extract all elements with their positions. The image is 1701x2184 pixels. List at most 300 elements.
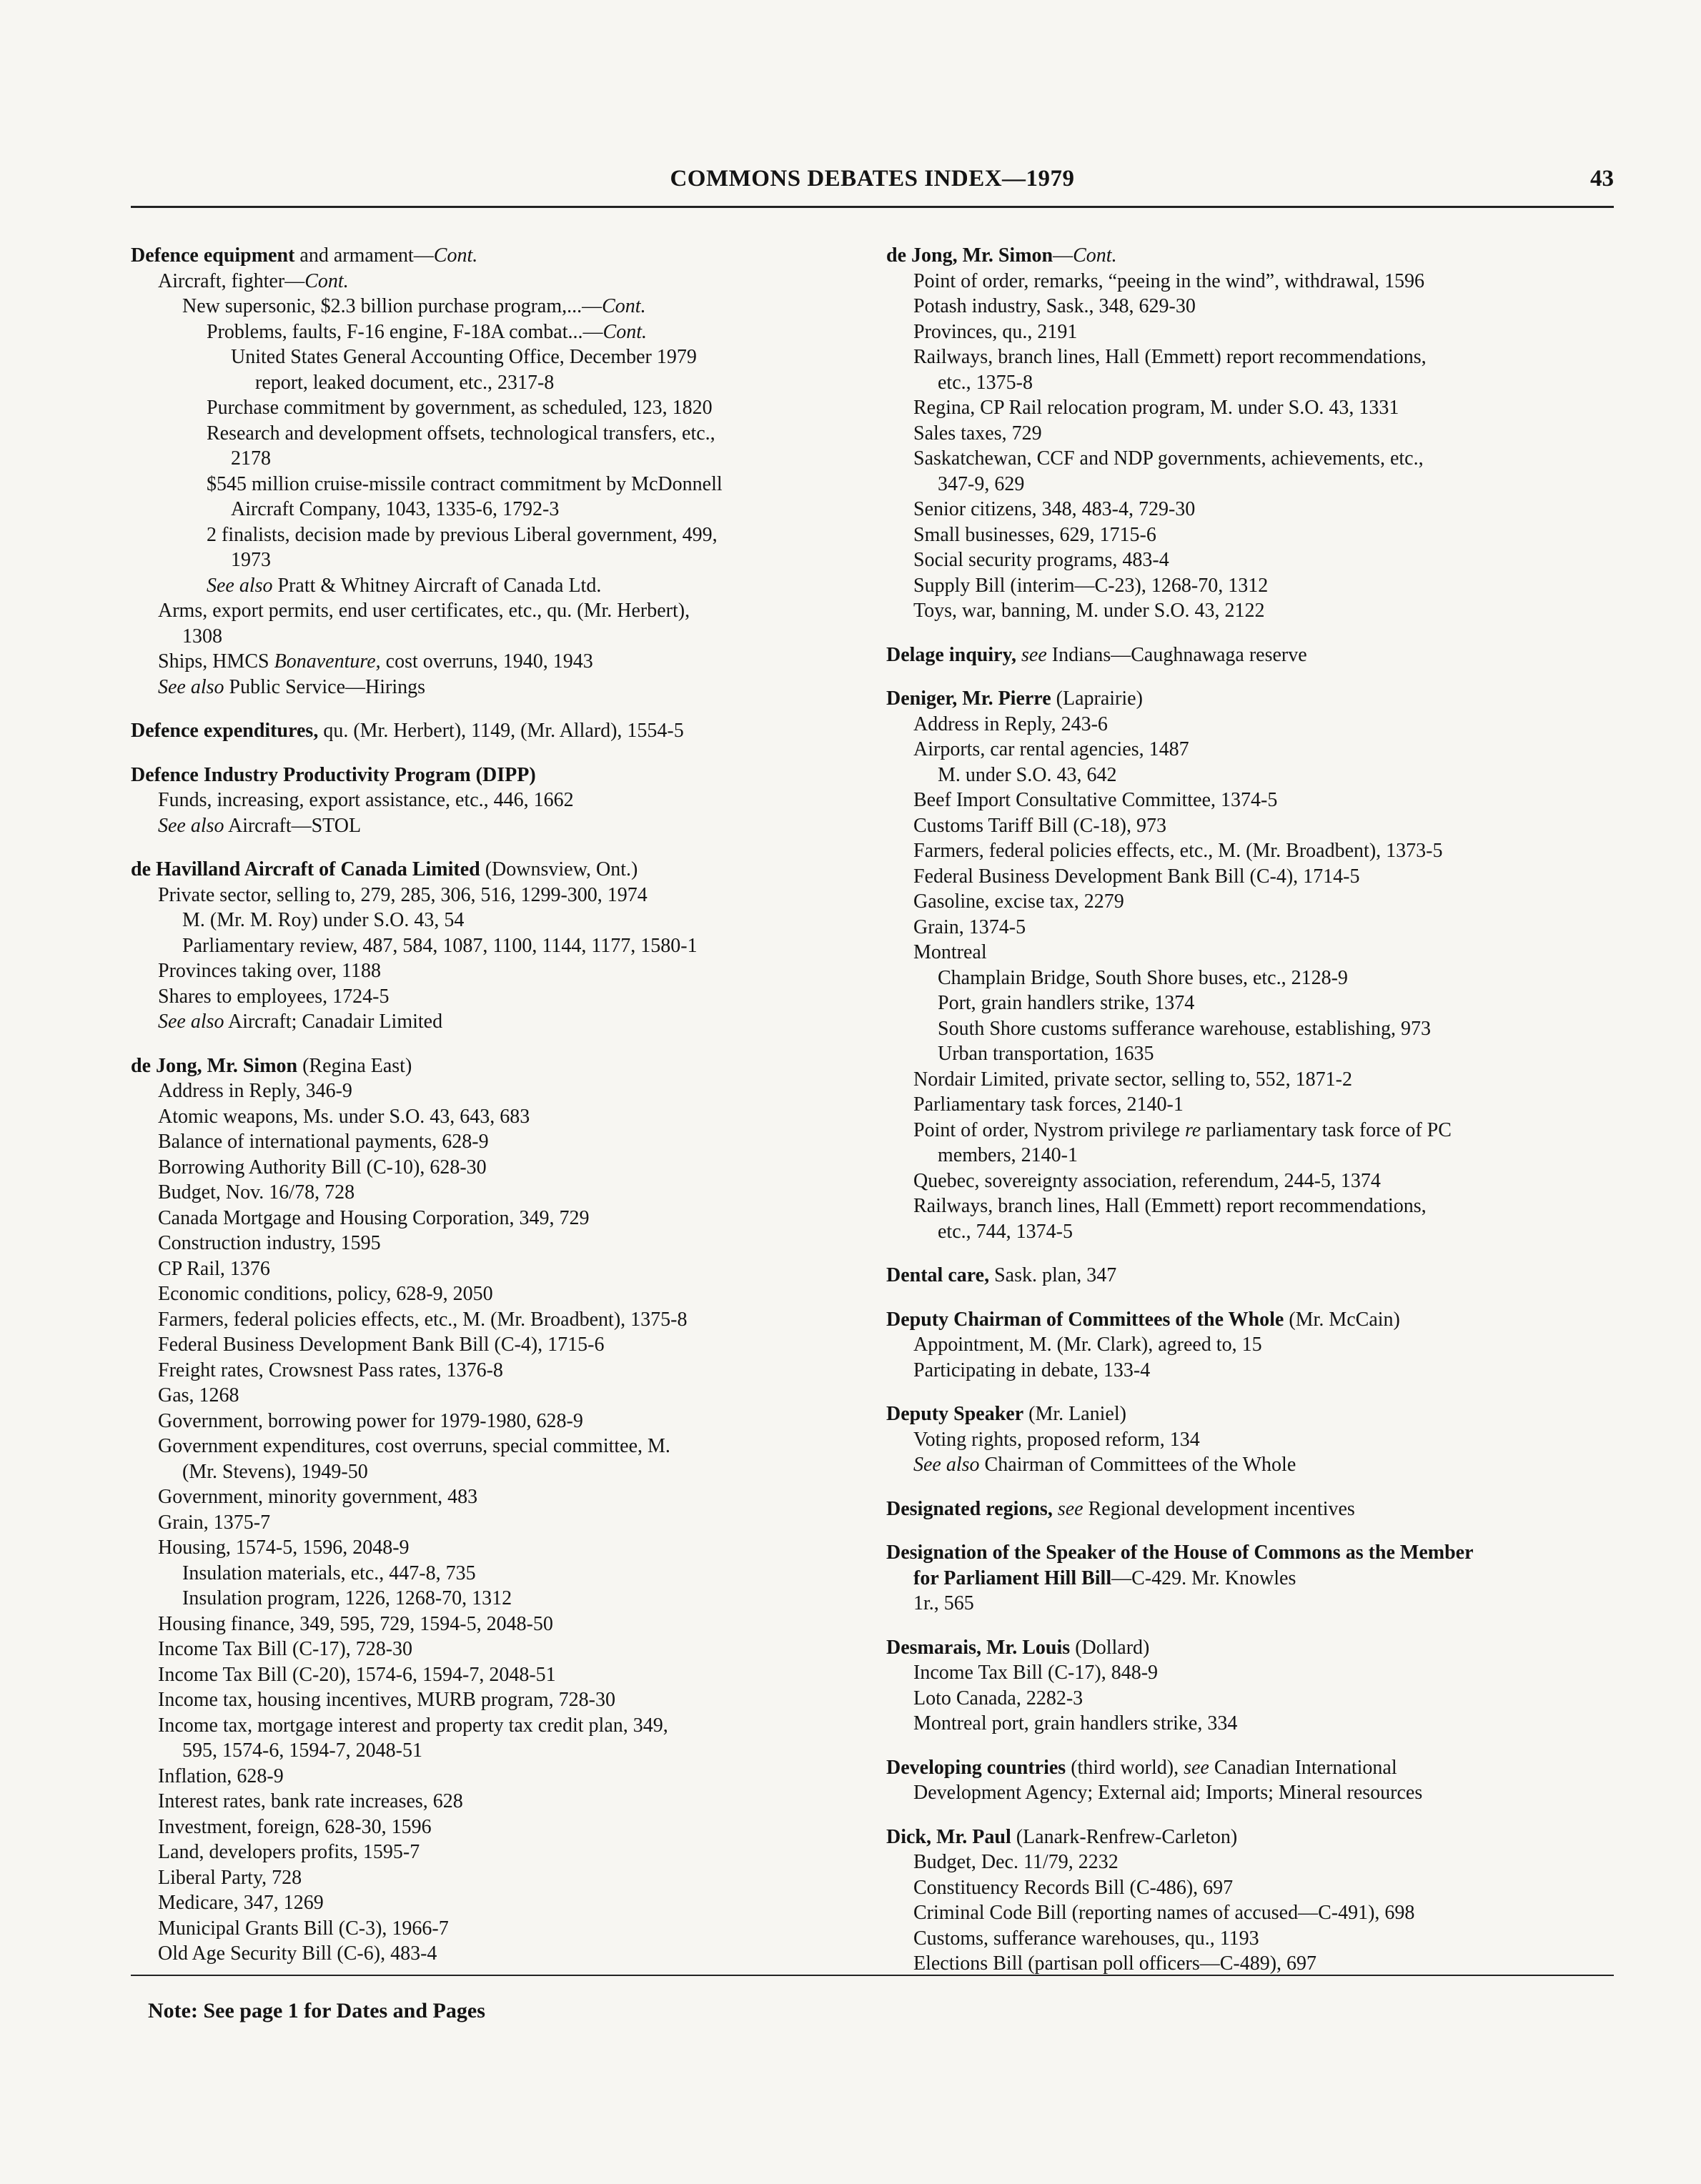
index-entry — [886, 1540, 1622, 1617]
entry-subline — [131, 446, 860, 472]
entry-heading — [886, 1825, 1622, 1850]
text-segment: Development Agency; External aid; Imports; Mineral resources — [913, 1782, 1423, 1804]
text-segment: Montreal port, grain handlers strike, 334 — [913, 1712, 1238, 1734]
text-segment: 1r., 565 — [913, 1592, 974, 1614]
text-segment: Defence equipment — [131, 244, 295, 267]
entry-subline — [131, 1510, 860, 1536]
entry-subline — [131, 1459, 860, 1485]
text-segment: see — [1057, 1497, 1083, 1520]
entry-subline — [131, 883, 860, 908]
entry-subline — [131, 370, 860, 396]
entry-subline — [131, 1009, 860, 1035]
text-segment: etc., 1375-8 — [938, 371, 1033, 394]
index-entry — [886, 1263, 1622, 1289]
text-segment: See also — [158, 1011, 224, 1033]
text-segment: CP Rail, 1376 — [158, 1257, 270, 1280]
text-segment: Insulation materials, etc., 447-8, 735 — [182, 1562, 476, 1584]
text-segment: Canada Mortgage and Housing Corporation, 349, 729 — [158, 1206, 590, 1229]
entry-subline — [131, 472, 860, 497]
entry-heading — [886, 1263, 1622, 1289]
text-segment: New supersonic, $2.3 billion purchase program,...— — [182, 295, 602, 317]
text-segment: parliamentary task force of PC — [1201, 1118, 1452, 1141]
text-segment: (Mr. Laniel) — [1023, 1403, 1126, 1425]
entry-heading — [886, 1496, 1622, 1522]
entry-subline — [131, 624, 860, 650]
text-segment: Deputy Speaker — [886, 1403, 1024, 1425]
entry-subline — [886, 991, 1622, 1016]
entry-subline — [131, 1561, 860, 1587]
index-entry — [886, 686, 1622, 1244]
entry-subline — [886, 1358, 1622, 1384]
entry-subline — [886, 294, 1622, 319]
text-segment: Dental care, — [886, 1264, 990, 1286]
left-column — [131, 243, 860, 1985]
text-segment: and armament— — [294, 244, 434, 267]
index-entry — [886, 1755, 1622, 1806]
entry-subline — [131, 1941, 860, 1967]
entry-subline — [131, 1206, 860, 1231]
entry-subline — [886, 573, 1622, 599]
entry-subline — [131, 649, 860, 675]
entry-subline — [131, 788, 860, 813]
text-segment: Construction industry, 1595 — [158, 1232, 381, 1254]
entry-subline — [131, 984, 860, 1010]
entry-subline — [131, 1890, 860, 1916]
text-segment: Urban transportation, 1635 — [938, 1043, 1154, 1065]
text-segment: (third world), — [1066, 1756, 1184, 1779]
text-segment: Appointment, M. (Mr. Clark), agreed to, 15 — [913, 1334, 1262, 1356]
text-segment: Designation of the Speaker of the House of Commons as the Member — [886, 1542, 1474, 1564]
text-segment: Nordair Limited, private sector, selling to, 552, 1871-2 — [913, 1068, 1352, 1091]
text-segment: Delage inquiry, — [886, 643, 1017, 666]
text-segment: Canadian International — [1209, 1756, 1397, 1779]
entry-subline — [131, 1307, 860, 1333]
text-segment: M. under S.O. 43, 642 — [938, 763, 1117, 786]
text-segment: see — [1021, 643, 1047, 666]
entry-heading — [886, 686, 1622, 712]
text-segment: Railways, branch lines, Hall (Emmett) report recommendations, — [913, 1195, 1427, 1217]
text-segment: Federal Business Development Bank Bill (C-4), 1715-6 — [158, 1334, 605, 1356]
text-segment: Constituency Records Bill (C-486), 697 — [913, 1876, 1234, 1899]
entry-subline — [886, 421, 1622, 447]
entry-subline — [131, 1129, 860, 1155]
text-segment: Budget, Dec. 11/79, 2232 — [913, 1851, 1119, 1873]
entry-subline — [886, 1118, 1622, 1143]
text-segment: (Mr. Stevens), 1949-50 — [182, 1460, 368, 1483]
entry-subline — [886, 966, 1622, 991]
entry-subline — [886, 1660, 1622, 1686]
text-segment: (Laprairie) — [1051, 688, 1143, 710]
text-segment: Indians—Caughnawaga reserve — [1046, 643, 1307, 666]
text-segment: Housing, 1574-5, 1596, 2048-9 — [158, 1537, 410, 1559]
text-segment: Balance of international payments, 628-9 — [158, 1131, 489, 1153]
text-segment: Cont. — [433, 244, 478, 267]
text-segment: 347-9, 629 — [938, 472, 1025, 495]
text-segment: Federal Business Development Bank Bill (C-4), 1714-5 — [913, 865, 1360, 888]
index-entry — [131, 857, 860, 1035]
text-segment: Public Service—Hirings — [224, 675, 426, 698]
text-segment: for Parliament Hill Bill — [913, 1567, 1112, 1589]
text-segment: report, leaked document, etc., 2317-8 — [255, 371, 555, 394]
text-segment: Quebec, sovereignty association, referendum, 244-5, 1374 — [913, 1169, 1381, 1192]
text-segment: Sask. plan, 347 — [989, 1264, 1117, 1286]
text-segment: South Shore customs sufferance warehouse, establishing, 973 — [938, 1017, 1432, 1040]
entry-subline — [886, 1686, 1622, 1712]
entry-subline — [886, 1452, 1622, 1478]
text-segment: Cont. — [304, 269, 349, 292]
index-entry — [886, 1401, 1622, 1478]
text-segment: Pratt & Whitney Aircraft of Canada Ltd. — [272, 574, 602, 597]
text-segment: $545 million cruise-missile contract commitment by McDonnell — [207, 472, 723, 495]
text-segment: etc., 744, 1374-5 — [938, 1220, 1073, 1243]
entry-subline — [131, 344, 860, 370]
text-segment: Senior citizens, 348, 483-4, 729-30 — [913, 498, 1196, 520]
entry-subline — [886, 370, 1622, 396]
entry-subline — [131, 395, 860, 421]
entry-subline — [886, 813, 1622, 839]
text-segment: Interest rates, bank rate increases, 628 — [158, 1790, 463, 1812]
text-segment — [1053, 1498, 1058, 1520]
entry-subline — [131, 1358, 860, 1384]
entry-subline — [131, 1383, 860, 1409]
text-segment: Potash industry, Sask., 348, 629-30 — [913, 295, 1196, 317]
text-segment: Chairman of Committees of the Whole — [979, 1454, 1296, 1476]
text-segment: Sales taxes, 729 — [913, 422, 1042, 445]
entry-subline — [886, 1591, 1622, 1617]
text-segment: Investment, foreign, 628-30, 1596 — [158, 1815, 432, 1838]
text-segment: Arms, export permits, end user certificates, etc., qu. (Mr. Herbert), — [158, 600, 690, 622]
text-segment: Aircraft; Canadair Limited — [224, 1011, 443, 1033]
entry-subline — [886, 940, 1622, 966]
entry-heading — [131, 718, 860, 744]
text-segment: Customs Tariff Bill (C-18), 973 — [913, 814, 1167, 837]
entry-heading — [886, 1635, 1622, 1661]
page-title: COMMONS DEBATES INDEX—1979 — [670, 166, 1075, 192]
text-segment: Atomic weapons, Ms. under S.O. 43, 643, 683 — [158, 1105, 530, 1128]
entry-subline — [886, 1092, 1622, 1118]
text-segment: de Havilland Aircraft of Canada Limited — [131, 858, 480, 880]
text-segment: Research and development offsets, technological transfers, etc., — [207, 422, 715, 445]
text-segment: 2 finalists, decision made by previous Liberal government, 499, — [207, 523, 718, 546]
text-segment: Problems, faults, F-16 engine, F-18A combat...— — [207, 320, 603, 343]
entry-subline — [131, 1484, 860, 1510]
index-entry — [886, 642, 1622, 668]
entry-heading — [131, 1053, 860, 1079]
text-segment: Government, minority government, 483 — [158, 1486, 478, 1508]
entry-subline — [131, 1865, 860, 1891]
text-segment: Aircraft—STOL — [224, 814, 362, 837]
text-segment: Deniger, Mr. Pierre — [886, 688, 1051, 710]
entry-subline — [886, 712, 1622, 738]
entry-heading — [886, 1401, 1622, 1427]
entry-subline — [131, 1916, 860, 1942]
index-entry — [131, 718, 860, 744]
text-segment: Farmers, federal policies effects, etc., M. (Mr. Broadbent), 1375-8 — [158, 1308, 688, 1331]
text-segment: Old Age Security Bill (C-6), 483-4 — [158, 1942, 437, 1965]
text-segment: Social security programs, 483-4 — [913, 549, 1169, 571]
text-segment: Shares to employees, 1724-5 — [158, 985, 390, 1008]
text-segment: 2178 — [231, 447, 271, 470]
entry-subline — [886, 737, 1622, 763]
header-rule — [131, 206, 1614, 208]
page-number: 43 — [1590, 166, 1614, 192]
entry-subline — [131, 1104, 860, 1130]
text-segment: see — [1184, 1756, 1209, 1779]
text-segment: Municipal Grants Bill (C-3), 1966-7 — [158, 1917, 449, 1940]
text-segment: Government, borrowing power for 1979-1980, 628-9 — [158, 1409, 583, 1432]
text-segment: (Lanark-Renfrew-Carleton) — [1011, 1825, 1238, 1848]
entry-subline — [131, 1840, 860, 1865]
text-segment: qu. (Mr. Herbert), 1149, (Mr. Allard), 1554-5 — [318, 720, 684, 742]
entry-subline — [886, 598, 1622, 624]
entry-heading — [131, 243, 860, 269]
text-segment: Land, developers profits, 1595-7 — [158, 1841, 420, 1863]
entry-subline — [886, 1193, 1622, 1219]
entry-subline — [131, 547, 860, 573]
text-segment: See also — [913, 1454, 980, 1476]
entry-subline — [131, 908, 860, 933]
text-segment: Champlain Bridge, South Shore buses, etc., 2128-9 — [938, 966, 1348, 989]
text-segment: Private sector, selling to, 279, 285, 306, 516, 1299-300, 1974 — [158, 883, 648, 906]
text-segment: Address in Reply, 346-9 — [158, 1080, 352, 1102]
text-segment: Farmers, federal policies effects, etc., M. (Mr. Broadbent), 1373-5 — [913, 840, 1443, 862]
text-segment: Aircraft, fighter— — [158, 269, 305, 292]
text-segment: See also — [158, 675, 224, 698]
entry-subline — [886, 1427, 1622, 1453]
entry-subline — [131, 319, 860, 345]
text-segment: Income Tax Bill (C-17), 728-30 — [158, 1638, 413, 1660]
text-segment: Railways, branch lines, Hall (Emmett) report recommendations, — [913, 346, 1427, 368]
text-segment: See also — [158, 814, 224, 837]
text-segment: Dick, Mr. Paul — [886, 1825, 1011, 1848]
text-segment: Toys, war, banning, M. under S.O. 43, 2122 — [913, 600, 1265, 622]
text-segment: Funds, increasing, export assistance, etc., 446, 1662 — [158, 789, 574, 811]
entry-subline — [131, 1256, 860, 1282]
text-segment: Airports, car rental agencies, 1487 — [913, 738, 1189, 760]
text-segment: 595, 1574-6, 1594-7, 2048-51 — [182, 1739, 422, 1762]
text-segment: Designated regions, — [886, 1497, 1053, 1520]
entry-heading — [886, 1755, 1622, 1781]
entry-subline — [886, 763, 1622, 788]
entry-subline — [886, 269, 1622, 294]
entry-subline — [886, 1926, 1622, 1952]
entry-subline — [131, 421, 860, 447]
text-segment: members, 2140-1 — [938, 1144, 1078, 1166]
entry-heading — [886, 243, 1622, 269]
text-segment: Government expenditures, cost overruns, special committee, M. — [158, 1435, 670, 1457]
entry-heading — [886, 1307, 1622, 1333]
entry-subline — [886, 1219, 1622, 1245]
entry-subline — [131, 1789, 860, 1815]
text-segment: (Dollard) — [1070, 1636, 1150, 1659]
entry-subline — [131, 1231, 860, 1256]
entry-subline — [886, 1016, 1622, 1042]
entry-subline — [131, 1078, 860, 1104]
entry-subline — [131, 522, 860, 548]
entry-subline — [131, 1281, 860, 1307]
text-segment: Regional development incentives — [1083, 1497, 1355, 1520]
text-segment: Elections Bill (partisan poll officers—C-489), 697 — [913, 1952, 1317, 1975]
text-segment: Inflation, 628-9 — [158, 1764, 284, 1787]
entry-subline — [886, 1143, 1622, 1168]
index-entry — [886, 1307, 1622, 1384]
text-segment: Liberal Party, 728 — [158, 1866, 302, 1889]
entry-subline — [131, 269, 860, 294]
entry-subline — [131, 1637, 860, 1662]
text-segment: Income tax, mortgage interest and property tax credit plan, 349, — [158, 1714, 668, 1737]
index-entry — [886, 1496, 1622, 1522]
footer-note: Note: See page 1 for Dates and Pages — [148, 1999, 485, 2022]
entry-subline — [886, 395, 1622, 421]
text-segment: — — [1053, 244, 1073, 267]
entry-subline — [886, 1875, 1622, 1901]
text-segment: cost overruns, 1940, 1943 — [380, 650, 593, 672]
entry-subline — [131, 1815, 860, 1840]
entry-subline — [131, 1713, 860, 1739]
entry-subline — [131, 1409, 860, 1434]
text-segment: Montreal — [913, 941, 987, 963]
text-segment: Customs, sufferance warehouses, qu., 1193 — [913, 1927, 1259, 1950]
right-column — [886, 243, 1622, 1995]
text-segment: Beef Import Consultative Committee, 1374-5 — [913, 789, 1278, 811]
entry-subline — [131, 1586, 860, 1612]
entry-subline — [886, 1332, 1622, 1358]
text-segment: Supply Bill (interim—C-23), 1268-70, 1312 — [913, 574, 1269, 597]
footer-rule — [131, 1975, 1614, 1976]
text-segment: Defence expenditures, — [131, 720, 319, 742]
entry-subline — [886, 1711, 1622, 1737]
entry-subline — [131, 1662, 860, 1688]
entry-subline — [886, 319, 1622, 345]
entry-subline — [886, 1566, 1622, 1592]
text-segment: Saskatchewan, CCF and NDP governments, achievements, etc., — [913, 447, 1424, 470]
text-segment: 1973 — [231, 549, 271, 571]
text-segment: Grain, 1375-7 — [158, 1511, 271, 1534]
entry-subline — [131, 573, 860, 599]
text-segment: Defence Industry Productivity Program (DIPP) — [131, 763, 536, 786]
text-segment: Point of order, Nystrom privilege — [913, 1118, 1185, 1141]
index-entry — [886, 1825, 1622, 1977]
text-segment: Cont. — [1073, 244, 1117, 267]
text-segment: Port, grain handlers strike, 1374 — [938, 992, 1195, 1014]
entry-subline — [131, 958, 860, 984]
entry-subline — [131, 1535, 860, 1561]
text-segment: Loto Canada, 2282-3 — [913, 1687, 1083, 1709]
entry-heading — [131, 857, 860, 883]
text-segment: Medicare, 347, 1269 — [158, 1892, 324, 1914]
index-entry — [131, 1053, 860, 1967]
text-segment: Economic conditions, policy, 628-9, 2050 — [158, 1283, 493, 1305]
text-segment: Participating in debate, 133-4 — [913, 1359, 1151, 1381]
entry-subline — [886, 344, 1622, 370]
text-segment: Small businesses, 629, 1715-6 — [913, 523, 1156, 546]
entry-subline — [131, 1155, 860, 1181]
entry-subline — [131, 1764, 860, 1790]
index-entry — [131, 763, 860, 839]
entry-subline — [131, 1180, 860, 1206]
entry-subline — [886, 1850, 1622, 1875]
entry-subline — [131, 1612, 860, 1637]
text-segment: Housing finance, 349, 595, 729, 1594-5, 2048-50 — [158, 1612, 553, 1635]
text-segment: Grain, 1374-5 — [913, 915, 1026, 938]
text-segment: Freight rates, Crowsnest Pass rates, 1376-8 — [158, 1359, 503, 1381]
text-segment: Provinces, qu., 2191 — [913, 320, 1078, 343]
text-segment: Income Tax Bill (C-17), 848-9 — [913, 1662, 1159, 1684]
entry-subline — [886, 1900, 1622, 1926]
entry-subline — [131, 294, 860, 319]
entry-subline — [131, 933, 860, 959]
entry-subline — [131, 1332, 860, 1358]
text-segment: Insulation program, 1226, 1268-70, 1312 — [182, 1587, 512, 1609]
text-segment: United States General Accounting Office, December 1979 — [231, 346, 697, 368]
text-segment: Bonaventure, — [274, 650, 381, 672]
text-segment: Point of order, remarks, “peeing in the wind”, withdrawal, 1596 — [913, 269, 1425, 292]
entry-subline — [131, 675, 860, 700]
entry-subline — [131, 598, 860, 624]
entry-subline — [886, 446, 1622, 472]
text-segment: M. (Mr. M. Roy) under S.O. 43, 54 — [182, 909, 465, 931]
text-segment — [1016, 644, 1021, 666]
entry-subline — [886, 838, 1622, 864]
entry-subline — [886, 472, 1622, 497]
entry-subline — [131, 813, 860, 839]
text-segment: See also — [207, 574, 273, 597]
entry-subline — [131, 497, 860, 522]
text-segment: re — [1184, 1118, 1201, 1141]
text-segment: Voting rights, proposed reform, 134 — [913, 1428, 1200, 1451]
text-segment: Aircraft Company, 1043, 1335-6, 1792-3 — [231, 498, 560, 520]
index-entry — [886, 243, 1622, 624]
index-entry — [886, 1635, 1622, 1737]
index-entry — [131, 243, 860, 700]
text-segment: Provinces taking over, 1188 — [158, 960, 382, 982]
text-segment: Desmarais, Mr. Louis — [886, 1636, 1071, 1659]
text-segment: Budget, Nov. 16/78, 728 — [158, 1181, 355, 1203]
entry-subline — [886, 497, 1622, 522]
text-segment: Income tax, housing incentives, MURB program, 728-30 — [158, 1689, 616, 1711]
text-segment: de Jong, Mr. Simon — [886, 244, 1053, 267]
text-segment: Income Tax Bill (C-20), 1574-6, 1594-7, 2048-51 — [158, 1663, 556, 1686]
text-segment: Developing countries — [886, 1756, 1066, 1779]
text-segment: Borrowing Authority Bill (C-10), 628-30 — [158, 1156, 487, 1178]
entry-subline — [886, 788, 1622, 813]
entry-subline — [886, 915, 1622, 940]
entry-subline — [131, 1687, 860, 1713]
text-segment: Address in Reply, 243-6 — [913, 713, 1108, 735]
text-segment: Parliamentary task forces, 2140-1 — [913, 1093, 1184, 1116]
text-segment: Ships, HMCS — [158, 650, 274, 672]
entry-heading — [886, 1540, 1622, 1566]
text-segment: Gas, 1268 — [158, 1384, 239, 1406]
page-header — [131, 166, 1614, 202]
text-segment: Cont. — [602, 295, 646, 317]
text-segment: Regina, CP Rail relocation program, M. under S.O. 43, 1331 — [913, 397, 1399, 419]
entry-subline — [886, 864, 1622, 890]
text-segment: (Regina East) — [297, 1054, 412, 1077]
entry-subline — [886, 547, 1622, 573]
entry-heading — [886, 642, 1622, 668]
text-segment: Gasoline, excise tax, 2279 — [913, 890, 1124, 913]
text-segment: de Jong, Mr. Simon — [131, 1054, 298, 1077]
text-segment: 1308 — [182, 625, 222, 647]
entry-subline — [131, 1434, 860, 1459]
text-segment: (Mr. McCain) — [1284, 1308, 1400, 1331]
text-segment: Purchase commitment by government, as scheduled, 123, 1820 — [207, 397, 713, 419]
text-segment: Parliamentary review, 487, 584, 1087, 1100, 1144, 1177, 1580-1 — [182, 934, 698, 957]
text-segment: Deputy Chairman of Committees of the Whole — [886, 1308, 1284, 1331]
entry-subline — [886, 1780, 1622, 1806]
text-segment: —C-429. Mr. Knowles — [1111, 1567, 1296, 1589]
